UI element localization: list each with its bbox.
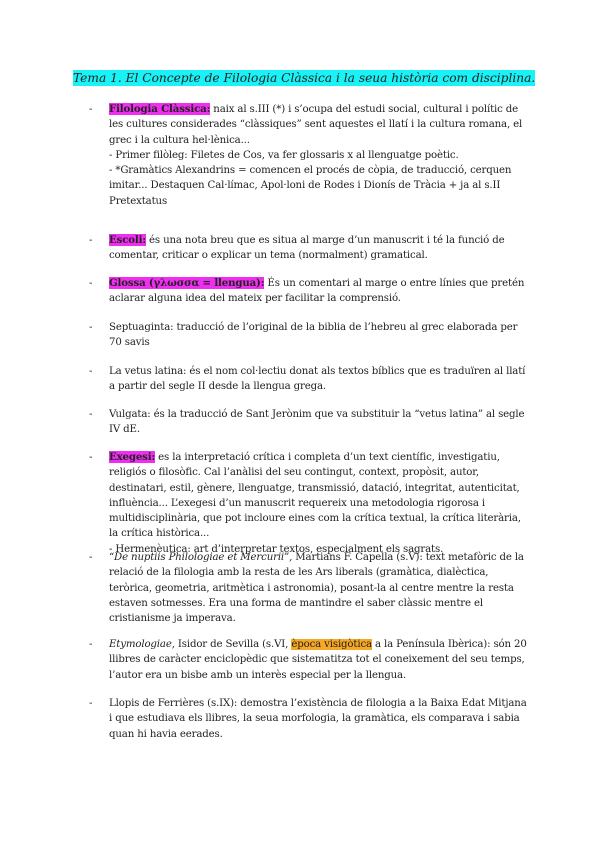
sub-item: - *Gramàtics Alexandrins = comencen el procés de còpia, de traducció, cerquen imitar... Destaquen Cal·límac, Apol·loni de Rodes i Dionís de Tràcia + ja al s.II Pretextatus: [109, 165, 512, 207]
sub-item: - Primer filòleg: Filetes de Cos, va fer glossaris x al llenguatge poètic.: [109, 149, 459, 161]
item-body: Septuaginta: traducció de l’original de la biblia de l’hebreu al grec elaborada per 70 savis: [109, 322, 518, 349]
bullet-dash: -: [89, 366, 93, 377]
bullet-dash: -: [89, 452, 93, 463]
item-text: Isidor de Sevilla (s.VI,: [174, 639, 292, 650]
item-body: La vetus latina: és el nom col·lectiu donat als textos bíblics que es traduïren al llatí a partir del segle II desde la llengua grega.: [109, 366, 526, 393]
term-highlight: Filologia Clàssica:: [109, 103, 211, 115]
bullet-dash: -: [89, 639, 93, 650]
item-body: [109, 102, 531, 209]
term-highlight: Glossa (γλωσσα = llengua):: [109, 277, 265, 289]
bullet-dash: -: [89, 552, 93, 563]
bullet-dash: -: [89, 409, 93, 420]
item-body: [109, 233, 531, 264]
item-text: és una nota breu que es situa al marge d’un manuscrit i té la funció de comentar, criticar o explicar un tema (normalment) gramatical.: [109, 235, 505, 262]
item-body: [109, 550, 531, 626]
item-text: es la interpretació crítica i completa d’un text científic, investigatiu, religiós o filosòfic. Cal l’anàlisi del seu contingut, context, propòsit, autor, destinatari, estil, gènere, llenguatge, transmissió, datació, integritat, autenticitat, influència... L’exegesi d’un manuscrit requereix una metodologia rigorosa i multidisciplinària, que pot incloure eines com la crítica textual, la crítica literària, la crítica històrica...: [109, 452, 521, 540]
term-highlight: Escoli:: [109, 234, 146, 246]
item-text: És un comentari al marge o entre línies que pretén aclarar alguna idea del mateix per facilitar la comprensió.: [109, 278, 525, 305]
item-body: [109, 450, 531, 557]
sub-item: - Hermenèutica: art d’interpretar textos, especialment els sagrats.: [109, 543, 444, 555]
item-text: Martians F. Capella (s.V): text metafòric de la relació de la filologia amb la resta de les Ars liberals (gramàtica, dialèctica, teròrica, geometria, aritmètica i astronomia), posant-la al centre mentre la resta estaven sotmesses. Era una forma de mantindre el saber clàssic mentre el cristianisme ja imperava.: [109, 552, 524, 625]
orange-highlight: època visigòtica: [291, 639, 372, 650]
bullet-dash: -: [89, 322, 93, 333]
item-body: [109, 276, 531, 307]
item-body: [109, 637, 531, 683]
title-text: Tema 1. El Concepte de Filologia Clàssica i la seua història com disciplina.: [73, 71, 536, 85]
bullet-dash: -: [89, 104, 93, 115]
item-text: naix al s.III (*) i s’ocupa del estudi social, cultural i polític de les cultures considerades “clàssiques” sent aquestes el llatí i la cultura romana, el grec i la cultura hel·lènica...: [109, 104, 523, 146]
item-body: Llopis de Ferrières (s.IX): demostra l’existència de filologia a la Baixa Edat Mitjana i que estudiava els llibres, la seua morfologia, la gramàtica, els comparava i sabia quan hi havia eerades.: [109, 698, 527, 740]
bullet-dash: -: [89, 278, 93, 289]
document-title: [73, 70, 535, 87]
bullet-dash: -: [89, 698, 93, 709]
item-body: Vulgata: és la traducció de Sant Jerònim que va substituir la “vetus latina” al segle IV dE.: [109, 409, 525, 436]
item-text: a la Península Ibèrica): són 20 llibres de caràcter enciclopèdic que sistematitza tot el coneixement del seu temps, l’autor era un bisbe amb un interès especial per la llengua.: [109, 639, 527, 681]
work-title: “De nuptiis Philologiae et Mercurii”,: [109, 552, 293, 563]
work-title: Etymologiae,: [109, 639, 175, 650]
bullet-dash: -: [89, 235, 93, 246]
term-highlight: Exegesi:: [109, 451, 156, 463]
